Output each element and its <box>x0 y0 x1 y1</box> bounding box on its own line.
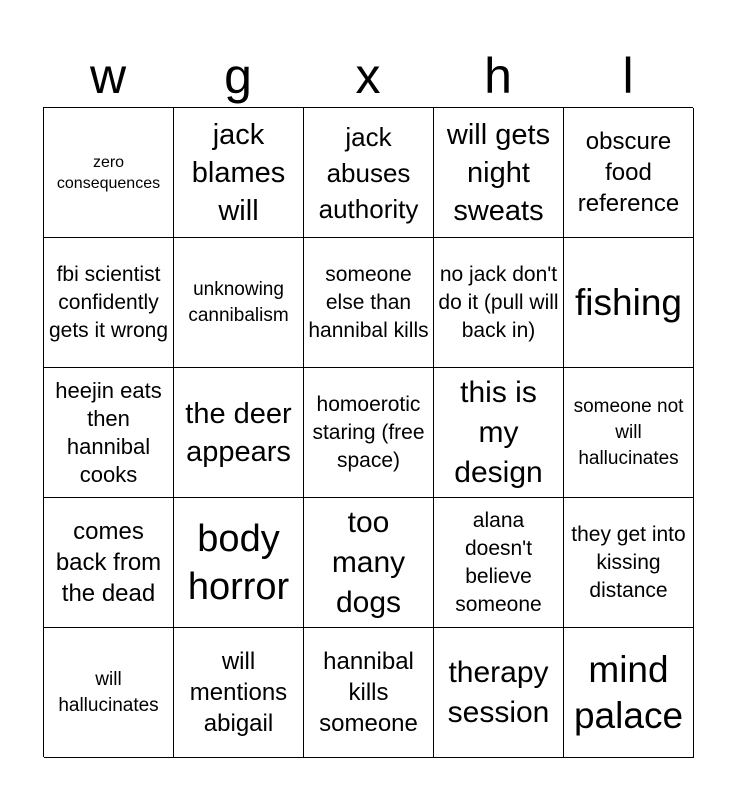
cell-text: no jack don't do it (pull will back in) <box>438 262 559 342</box>
cell-text: the deer appears <box>185 397 292 468</box>
bingo-grid <box>43 107 693 757</box>
bingo-cell[interactable] <box>564 238 694 368</box>
bingo-cell[interactable] <box>44 238 174 368</box>
cell-text: alana doesn't believe someone <box>455 508 542 616</box>
header-letter-g: g <box>224 48 252 104</box>
bingo-cell[interactable] <box>434 108 564 238</box>
bingo-cell[interactable] <box>44 108 174 238</box>
cell-text: homoerotic staring (free space) <box>312 392 425 472</box>
cell-text: someone else than hannibal kills <box>308 262 429 342</box>
cell-text: jack blames will <box>191 118 286 227</box>
bingo-cell[interactable] <box>564 628 694 758</box>
bingo-cell[interactable] <box>44 628 174 758</box>
cell-text: too many dogs <box>331 505 406 619</box>
header-letter-l: l <box>622 48 634 104</box>
cell-text: this is my design <box>454 375 543 489</box>
bingo-cell[interactable] <box>304 498 434 628</box>
cell-text: will hallucinates <box>58 668 159 716</box>
bingo-cell[interactable] <box>564 108 694 238</box>
bingo-cell[interactable] <box>44 368 174 498</box>
bingo-cell[interactable] <box>304 108 434 238</box>
header-letter-x: x <box>355 48 381 104</box>
cell-text: jack abuses authority <box>318 121 419 224</box>
cell-text: fishing <box>575 281 682 323</box>
bingo-cell[interactable] <box>434 628 564 758</box>
bingo-cell[interactable] <box>174 108 304 238</box>
bingo-header <box>43 46 693 106</box>
cell-text: will gets night sweats <box>446 118 551 227</box>
header-letter-h: h <box>484 48 512 104</box>
cell-text: obscure food reference <box>577 128 680 217</box>
cell-text: will mentions abigail <box>189 648 288 737</box>
cell-text: someone not will hallucinates <box>573 395 684 469</box>
bingo-cell[interactable] <box>434 368 564 498</box>
bingo-cell[interactable] <box>44 498 174 628</box>
cell-text: body horror <box>187 517 290 608</box>
cell-text: heejin eats then hannibal cooks <box>55 377 162 487</box>
cell-text: zero consequences <box>56 153 161 192</box>
bingo-cell[interactable] <box>174 628 304 758</box>
bingo-cell[interactable] <box>304 238 434 368</box>
bingo-cell[interactable] <box>564 498 694 628</box>
bingo-cell[interactable] <box>174 498 304 628</box>
cell-text: hannibal kills someone <box>319 648 418 737</box>
bingo-cell-free-space[interactable] <box>304 368 434 498</box>
cell-text: unknowing cannibalism <box>188 278 289 326</box>
bingo-cell[interactable] <box>174 238 304 368</box>
bingo-cell[interactable] <box>434 238 564 368</box>
bingo-cell[interactable] <box>174 368 304 498</box>
header-letter-w: w <box>89 48 127 104</box>
cell-text: comes back from the dead <box>55 518 162 607</box>
cell-text: therapy session <box>447 655 550 729</box>
bingo-cell[interactable] <box>564 368 694 498</box>
cell-text: they get into kissing distance <box>571 522 686 602</box>
bingo-cell[interactable] <box>304 628 434 758</box>
cell-text: fbi scientist confidently gets it wrong <box>48 262 169 342</box>
cell-text: mind palace <box>573 648 684 736</box>
bingo-cell[interactable] <box>434 498 564 628</box>
